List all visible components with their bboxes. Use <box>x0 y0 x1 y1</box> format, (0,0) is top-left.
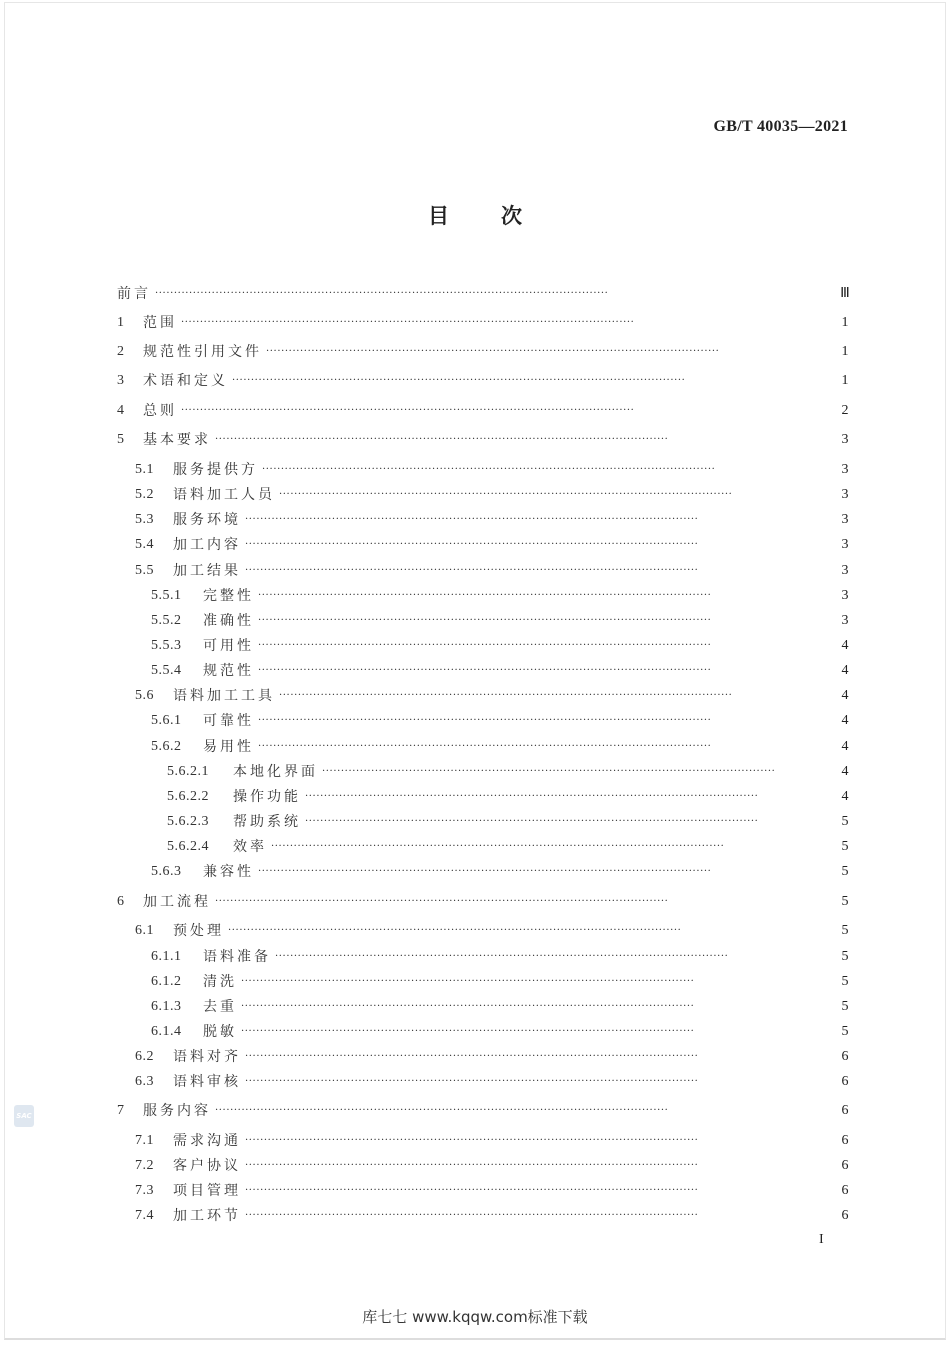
toc-entry-number: 6.1.2 <box>151 974 182 989</box>
toc-entry-page: 3 <box>841 588 849 603</box>
sac-logo: SAC <box>14 1105 34 1127</box>
toc-entry-page: 6 <box>841 1183 849 1198</box>
toc-entry-title: 客户协议 <box>173 1158 241 1174</box>
toc-entry-page: 3 <box>841 563 849 578</box>
toc-entry-number: 7.2 <box>135 1158 154 1173</box>
toc-entry[interactable] <box>117 430 852 450</box>
toc-entry-title: 规范性引用文件 <box>143 344 262 360</box>
toc-entry-title: 完整性 <box>203 588 254 604</box>
toc-entry-page: 3 <box>841 512 849 527</box>
toc-entry-title: 范围 <box>143 315 177 331</box>
toc-entry-number: 5.6.2.3 <box>167 814 209 829</box>
dot-leader: ························································································································ <box>245 1210 699 1221</box>
toc-entry[interactable] <box>167 787 852 807</box>
toc-entry-page: 4 <box>841 713 849 728</box>
toc-entry-page: 3 <box>841 462 849 477</box>
dot-leader: ························································································································ <box>245 1135 699 1146</box>
dot-leader: ························································································································ <box>241 1026 695 1037</box>
toc-entry-title: 语料准备 <box>203 949 271 965</box>
toc-entry-title: 脱敏 <box>203 1024 237 1040</box>
toc-entry-page: 3 <box>841 613 849 628</box>
title-char: 次 <box>501 204 522 228</box>
toc-entry-number: 6.1.3 <box>151 999 182 1014</box>
toc-entry-page: 4 <box>841 638 849 653</box>
toc-entry[interactable] <box>151 947 852 967</box>
toc-entry-title: 总则 <box>143 403 177 419</box>
toc-entry-number: 5.5.4 <box>151 663 182 678</box>
toc-entry-number: 6.1 <box>135 923 154 938</box>
toc-entry[interactable] <box>167 837 852 857</box>
toc-entry-page: 4 <box>841 688 849 703</box>
toc-entry-number: 2 <box>117 344 125 359</box>
toc-entry-number: 7.1 <box>135 1133 154 1148</box>
dot-leader: ························································································································ <box>305 791 759 802</box>
toc-entry-number: 5.4 <box>135 537 154 552</box>
dot-leader: ························································································································ <box>305 816 759 827</box>
toc-entry-page: 3 <box>841 487 849 502</box>
toc-entry[interactable] <box>135 485 852 505</box>
dot-leader: ························································································································ <box>215 1105 669 1116</box>
toc-entry-page: 6 <box>841 1208 849 1223</box>
toc-entry[interactable] <box>117 342 852 362</box>
toc-entry-title: 兼容性 <box>203 864 254 880</box>
toc-entry-page: 3 <box>841 432 849 447</box>
toc-entry-number: 5.2 <box>135 487 154 502</box>
dot-leader: ························································································································ <box>245 1185 699 1196</box>
toc-entry-page: 6 <box>841 1133 849 1148</box>
toc-entry-number: 5.5.3 <box>151 638 182 653</box>
toc-entry[interactable] <box>117 1101 852 1121</box>
title-char: 目 <box>428 204 449 228</box>
dot-leader: ························································································································ <box>258 715 712 726</box>
toc-entry[interactable] <box>117 284 852 304</box>
toc-entry-title: 服务环境 <box>173 512 241 528</box>
toc-entry-title: 语料加工工具 <box>173 688 275 704</box>
toc-entry-page: 5 <box>841 949 849 964</box>
dot-leader: ························································································································ <box>181 317 635 328</box>
toc-entry-number: 6.2 <box>135 1049 154 1064</box>
toc-entry[interactable] <box>151 661 852 681</box>
toc-entry[interactable] <box>151 636 852 656</box>
toc-entry-title: 服务内容 <box>143 1103 211 1119</box>
toc-entry[interactable] <box>135 1181 852 1201</box>
toc-entry[interactable] <box>135 561 852 581</box>
toc-entry-number: 4 <box>117 403 125 418</box>
toc-entry-title: 本地化界面 <box>233 764 318 780</box>
dot-leader: ························································································································ <box>245 1160 699 1171</box>
toc-entry-number: 7.3 <box>135 1183 154 1198</box>
dot-leader: ························································································································ <box>271 841 725 852</box>
toc-entry-title: 术语和定义 <box>143 373 228 389</box>
toc-entry-title: 基本要求 <box>143 432 211 448</box>
toc-entry-number: 5 <box>117 432 125 447</box>
toc-entry[interactable] <box>151 972 852 992</box>
toc-entry-number: 7 <box>117 1103 125 1118</box>
toc-entry[interactable] <box>167 812 852 832</box>
toc-entry-number: 5.6.3 <box>151 864 182 879</box>
toc-entry-title: 准确性 <box>203 613 254 629</box>
dot-leader: ························································································································ <box>258 741 712 752</box>
toc-entry-page: 4 <box>841 663 849 678</box>
toc-entry-number: 5.6 <box>135 688 154 703</box>
toc-entry[interactable] <box>135 1047 852 1067</box>
toc-entry-number: 6.1.4 <box>151 1024 182 1039</box>
toc-entry[interactable] <box>135 1131 852 1151</box>
footer-watermark: 库七七 www.kqqw.com标准下载 <box>362 1308 588 1326</box>
toc-entry[interactable] <box>117 313 852 333</box>
toc-entry-page: 6 <box>841 1049 849 1064</box>
toc-entry-page: 5 <box>841 839 849 854</box>
dot-leader: ························································································································ <box>258 866 712 877</box>
toc-entry[interactable] <box>135 1206 852 1226</box>
toc-entry-number: 3 <box>117 373 125 388</box>
toc-entry-title: 规范性 <box>203 663 254 679</box>
toc-entry-title: 效率 <box>233 839 267 855</box>
toc-entry-page: 4 <box>841 764 849 779</box>
toc-entry-page: 3 <box>841 537 849 552</box>
toc-entry-title: 帮助系统 <box>233 814 301 830</box>
toc-entry-page: 1 <box>841 315 849 330</box>
dot-leader: ························································································································ <box>258 665 712 676</box>
toc-entry[interactable] <box>117 892 852 912</box>
dot-leader: ························································································································ <box>279 489 733 500</box>
toc-entry-number: 5.6.2 <box>151 739 182 754</box>
page-folio: I <box>819 1232 824 1247</box>
toc-entry[interactable] <box>151 1022 852 1042</box>
dot-leader: ························································································································ <box>275 951 729 962</box>
dot-leader: ························································································································ <box>258 590 712 601</box>
toc-entry-page: 5 <box>841 974 849 989</box>
toc-entry-title: 加工流程 <box>143 894 211 910</box>
toc-entry-page: 5 <box>841 864 849 879</box>
toc-entry-title: 加工结果 <box>173 563 241 579</box>
toc-entry-page: 2 <box>841 403 849 418</box>
toc-entry[interactable] <box>151 997 852 1017</box>
dot-leader: ························································································································ <box>245 565 699 576</box>
toc-entry-title: 语料对齐 <box>173 1049 241 1065</box>
toc-entry-title: 需求沟通 <box>173 1133 241 1149</box>
toc-entry[interactable] <box>135 510 852 530</box>
toc-entry-page: 6 <box>841 1158 849 1173</box>
dot-leader: ························································································································ <box>245 514 699 525</box>
toc-entry-title: 可用性 <box>203 638 254 654</box>
toc-entry-page: 5 <box>841 1024 849 1039</box>
page-title <box>0 200 950 230</box>
dot-leader: ························································································································ <box>155 288 609 299</box>
toc-entry-number: 5.6.1 <box>151 713 182 728</box>
toc-entry-number: 6.1.1 <box>151 949 182 964</box>
toc-entry[interactable] <box>117 401 852 421</box>
toc-entry[interactable] <box>151 611 852 631</box>
toc-entry[interactable] <box>135 460 852 480</box>
toc-entry-title: 加工内容 <box>173 537 241 553</box>
toc-entry-number: 5.5.1 <box>151 588 182 603</box>
toc-entry-number: 5.1 <box>135 462 154 477</box>
toc-entry-page: 5 <box>841 999 849 1014</box>
toc-entry-page: 1 <box>841 344 849 359</box>
toc-entry-number: 5.5 <box>135 563 154 578</box>
toc-entry-title: 项目管理 <box>173 1183 241 1199</box>
dot-leader: ························································································································ <box>322 766 776 777</box>
dot-leader: ························································································································ <box>181 405 635 416</box>
toc-entry-title: 加工环节 <box>173 1208 241 1224</box>
toc-entry-title: 易用性 <box>203 739 254 755</box>
toc-entry-number: 5.6.2.2 <box>167 789 209 804</box>
toc-entry[interactable] <box>151 586 852 606</box>
dot-leader: ························································································································ <box>241 976 695 987</box>
standard-number: GB/T 40035—2021 <box>713 118 848 135</box>
toc-entry-number: 5.6.2.4 <box>167 839 209 854</box>
toc-entry-number: 5.5.2 <box>151 613 182 628</box>
toc-entry-title: 去重 <box>203 999 237 1015</box>
toc-entry-page: 4 <box>841 789 849 804</box>
toc-entry-page: 6 <box>841 1103 849 1118</box>
toc-entry-page: 5 <box>841 894 849 909</box>
toc-entry-title: 清洗 <box>203 974 237 990</box>
toc-entry-page: 5 <box>841 923 849 938</box>
toc-entry-title: 语料审核 <box>173 1074 241 1090</box>
dot-leader: ························································································································ <box>241 1001 695 1012</box>
toc-entry-page: 1 <box>841 373 849 388</box>
dot-leader: ························································································································ <box>228 925 682 936</box>
toc-entry[interactable] <box>135 921 852 941</box>
toc-entry-title: 可靠性 <box>203 713 254 729</box>
toc-entry-title: 前言 <box>117 286 151 302</box>
toc-entry[interactable] <box>135 1072 852 1092</box>
toc-entry[interactable] <box>135 1156 852 1176</box>
dot-leader: ························································································································ <box>266 346 720 357</box>
toc-entry[interactable] <box>151 737 852 757</box>
dot-leader: ························································································································ <box>232 375 686 386</box>
toc-entry-title: 语料加工人员 <box>173 487 275 503</box>
dot-leader: ························································································································ <box>245 539 699 550</box>
toc-entry[interactable] <box>135 535 852 555</box>
toc-entry[interactable] <box>151 862 852 882</box>
toc-entry[interactable] <box>117 371 852 391</box>
toc-entry-page: 4 <box>841 739 849 754</box>
toc-entry-number: 5.6.2.1 <box>167 764 209 779</box>
toc-entry-number: 6 <box>117 894 125 909</box>
dot-leader: ························································································································ <box>262 464 716 475</box>
dot-leader: ························································································································ <box>258 615 712 626</box>
toc-entry-number: 5.3 <box>135 512 154 527</box>
dot-leader: ························································································································ <box>245 1051 699 1062</box>
dot-leader: ························································································································ <box>215 896 669 907</box>
toc-entry-page: 5 <box>841 814 849 829</box>
toc-entry-page: 6 <box>841 1074 849 1089</box>
toc-entry-number: 7.4 <box>135 1208 154 1223</box>
dot-leader: ························································································································ <box>279 690 733 701</box>
toc-entry-number: 6.3 <box>135 1074 154 1089</box>
toc-entry-title: 预处理 <box>173 923 224 939</box>
toc-entry[interactable] <box>151 711 852 731</box>
toc-entry[interactable] <box>167 762 852 782</box>
dot-leader: ························································································································ <box>258 640 712 651</box>
dot-leader: ························································································································ <box>215 434 669 445</box>
toc-entry-number: 1 <box>117 315 125 330</box>
toc-entry-title: 操作功能 <box>233 789 301 805</box>
toc-entry-title: 服务提供方 <box>173 462 258 478</box>
dot-leader: ························································································································ <box>245 1076 699 1087</box>
toc-entry-page: Ⅲ <box>840 286 850 301</box>
toc-entry[interactable] <box>135 686 852 706</box>
